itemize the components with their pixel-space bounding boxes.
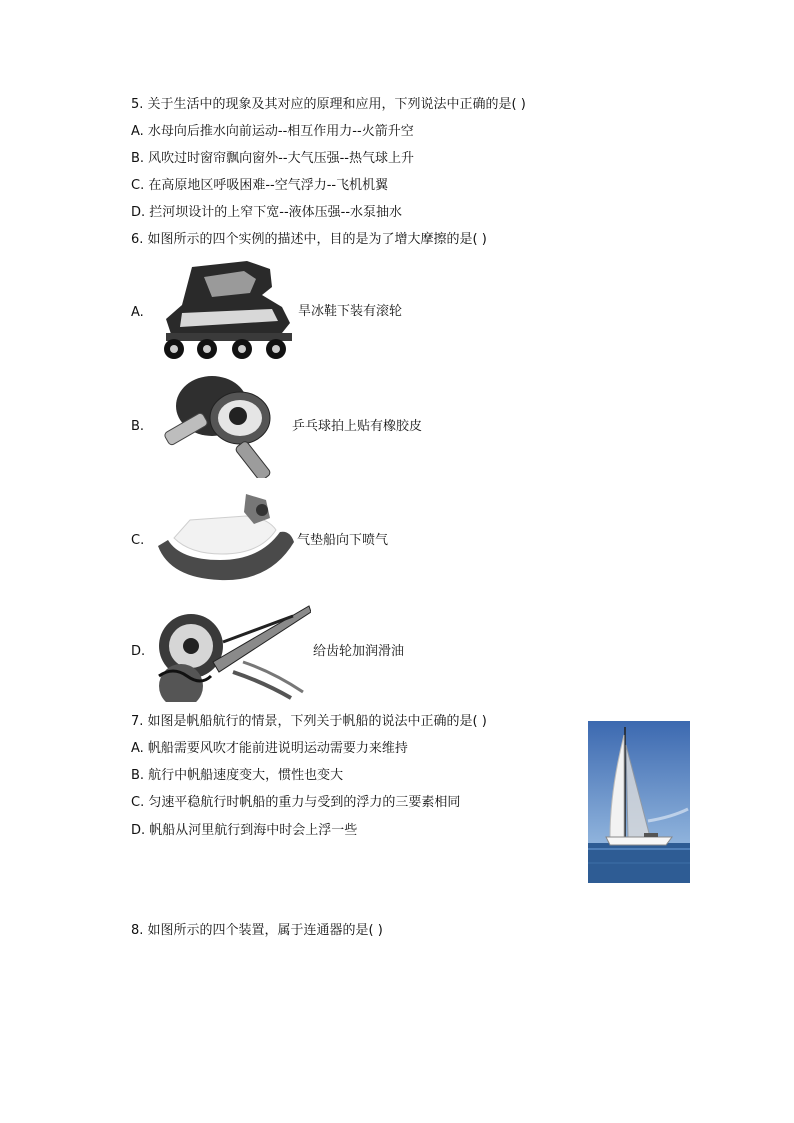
question-6-option-c-label: C. bbox=[131, 533, 145, 548]
sailboat-photo bbox=[588, 721, 690, 883]
question-5-option-d: D. 拦河坝设计的上窄下宽--液体压强--水泵抽水 bbox=[131, 205, 403, 220]
question-6-option-a-label: A. bbox=[131, 305, 144, 320]
question-6-option-b-caption: 乒乓球拍上贴有橡胶皮 bbox=[292, 419, 423, 434]
question-7-option-c: C. 匀速平稳航行时帆船的重力与受到的浮力的三要素相同 bbox=[131, 795, 461, 810]
question-6-option-d-label: D. bbox=[131, 644, 146, 659]
hovercraft-icon bbox=[150, 490, 296, 586]
question-8-stem: 8. 如图所示的四个装置，属于连通器的是( ) bbox=[131, 923, 383, 938]
question-7-option-b: B. 航行中帆船速度变大，惯性也变大 bbox=[131, 768, 344, 783]
question-5-option-a: A. 水母向后推水向前运动--相互作用力--火箭升空 bbox=[131, 124, 414, 139]
question-6-option-a-caption: 旱冰鞋下装有滚轮 bbox=[298, 304, 403, 319]
question-5-option-c: C. 在高原地区呼吸困难--空气浮力--飞机机翼 bbox=[131, 178, 389, 193]
question-6-option-d-caption: 给齿轮加润滑油 bbox=[313, 644, 405, 659]
question-5-stem: 5. 关于生活中的现象及其对应的原理和应用，下列说法中正确的是( ) bbox=[131, 97, 526, 112]
question-5-option-b: B. 风吹过时窗帘飘向窗外--大气压强--热气球上升 bbox=[131, 151, 414, 166]
question-7-option-d: D. 帆船从河里航行到海中时会上浮一些 bbox=[131, 823, 358, 838]
question-6-option-b-label: B. bbox=[131, 419, 145, 434]
ping-pong-paddle-icon bbox=[150, 372, 292, 478]
question-7-stem: 7. 如图是帆船航行的情景，下列关于帆船的说法中正确的是( ) bbox=[131, 714, 487, 729]
gear-oil-can-icon bbox=[153, 602, 311, 702]
question-6-option-c-caption: 气垫船向下喷气 bbox=[297, 533, 389, 548]
roller-skate-icon bbox=[152, 257, 296, 361]
question-7-option-a: A. 帆船需要风吹才能前进说明运动需要力来维持 bbox=[131, 741, 408, 756]
question-6-stem: 6. 如图所示的四个实例的描述中，目的是为了增大摩擦的是( ) bbox=[131, 232, 487, 247]
